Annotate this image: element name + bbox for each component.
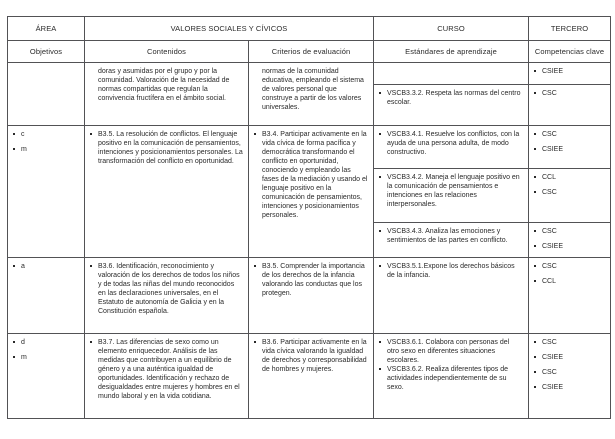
table-row	[8, 334, 611, 419]
competencia-item: CSC	[533, 89, 605, 98]
contenido-text: B3.5. La resolución de conflictos. El lenguaje positivo en la comunicación de pensamientos, intenciones y posicionamientos personales. La transformación del conflicto en oportunidad.	[89, 130, 243, 166]
header-estandares: Estándares de aprendizaje	[374, 41, 529, 63]
competencias-list	[533, 227, 605, 251]
cell-competencias	[529, 85, 611, 126]
header-row-columns	[8, 41, 611, 63]
cell-estandar	[374, 169, 529, 223]
cell-competencias	[529, 258, 611, 334]
objetivos-list	[12, 338, 79, 362]
cell-estandar	[374, 63, 529, 85]
header-subject: VALORES SOCIALES Y CÍVICOS	[85, 17, 374, 41]
estandar-item: VSCB3.4.3. Analiza las emociones y sentimientos de las partes en conflicto.	[378, 227, 523, 245]
competencias-list	[533, 262, 605, 286]
competencias-list	[533, 89, 605, 98]
estandar-item: VSCB3.4.2. Maneja el lenguaje positivo en la comunicación de pensamientos e intenciones en las relaciones interpersonales.	[378, 173, 523, 209]
table-row	[8, 258, 611, 334]
header-competencias: Competencias clave	[529, 41, 611, 63]
criterio-text: B3.4. Participar activamente en la vida cívica de forma pacífica y democrática transformando el conflicto en oportunidad, conociendo y empleando las fases de la mediación y usando el lenguaje positivo en la comunicación de pensamientos, intenciones y posicionamientos personales.	[253, 130, 368, 220]
contenido-text: B3.6. Identificación, reconocimiento y valoración de los derechos de todos los niños y de todas las niñas del mundo reconocidos en las declaraciones universales, en el Estatuto de autonomía de Galicia y en la Constitución española.	[89, 262, 243, 316]
curriculum-table	[7, 16, 611, 419]
competencia-item: CSC	[533, 130, 605, 139]
competencia-item: CCL	[533, 277, 605, 286]
cell-contenidos	[85, 63, 249, 126]
header-curso: CURSO	[374, 17, 529, 41]
estandares-list	[378, 338, 523, 392]
cell-objetivos	[8, 126, 85, 258]
cell-criterios	[249, 258, 374, 334]
estandar-item: VSCB3.6.2. Realiza diferentes tipos de actividades independientemente de su sexo.	[378, 365, 523, 392]
objetivo-item: m	[12, 145, 79, 154]
objetivo-item: c	[12, 130, 79, 139]
cell-competencias	[529, 334, 611, 419]
cell-competencias	[529, 169, 611, 223]
cell-estandar	[374, 334, 529, 419]
cell-competencias	[529, 223, 611, 258]
estandar-item: VSCB3.5.1.Expone los derechos básicos de la infancia.	[378, 262, 523, 280]
competencias-list	[533, 67, 605, 76]
cell-criterios	[249, 126, 374, 258]
cell-contenidos	[85, 126, 249, 258]
competencia-item: CSC	[533, 188, 605, 197]
cell-estandar	[374, 258, 529, 334]
competencias-list	[533, 130, 605, 154]
cell-estandar	[374, 223, 529, 258]
competencias-list	[533, 173, 605, 197]
objetivo-item: d	[12, 338, 79, 347]
competencia-item: CSIEE	[533, 353, 605, 362]
cell-estandar	[374, 126, 529, 169]
table-row	[8, 63, 611, 85]
competencia-item: CSIEE	[533, 242, 605, 251]
criterio-text: B3.6. Participar activamente en la vida cívica valorando la igualdad de derechos y corresponsabilidad de hombres y mujeres.	[253, 338, 368, 374]
contenido-text: doras y asumidas por el grupo y por la comunidad. Valoración de la necesidad de normas compartidas que regulan la convivencia fructífera en el ámbito social.	[98, 68, 230, 102]
header-row-area	[8, 17, 611, 41]
criterio-text: normas de la comunidad educativa, empleando el sistema de valores personal que construye a partir de los valores universales.	[262, 68, 364, 111]
estandar-item: VSCB3.6.1. Colabora con personas del otro sexo en diferentes situaciones escolares.	[378, 338, 523, 365]
estandares-list	[378, 262, 523, 280]
header-area: ÁREA	[8, 17, 85, 41]
cell-estandar	[374, 85, 529, 126]
competencias-list	[533, 338, 605, 392]
estandar-item: VSCB3.3.2. Respeta las normas del centro escolar.	[378, 89, 523, 107]
header-objetivos: Objetivos	[8, 41, 85, 63]
curriculum-table-container	[7, 16, 611, 419]
table-row	[8, 126, 611, 169]
objetivos-list	[12, 262, 79, 271]
cell-objetivos	[8, 334, 85, 419]
cell-criterios	[249, 63, 374, 126]
competencia-item: CSC	[533, 338, 605, 347]
header-criterios: Criterios de evaluación	[249, 41, 374, 63]
contenido-text: B3.7. Las diferencias de sexo como un elemento enriquecedor. Análisis de las medidas que contribuyen a un equilibrio de género y a una auténtica igualdad de oportunidades. Identificación y rechazo de desigualdades entre mujeres y hombres en el mundo laboral y en la vida cotidiana.	[89, 338, 243, 401]
cell-criterios	[249, 334, 374, 419]
cell-contenidos	[85, 334, 249, 419]
competencia-item: CSIEE	[533, 383, 605, 392]
competencia-item: CSC	[533, 227, 605, 236]
cell-objetivos	[8, 63, 85, 126]
criterio-text: B3.5. Comprender la importancia de los derechos de la infancia valorando las conductas que los protegen.	[253, 262, 368, 298]
competencia-item: CCL	[533, 173, 605, 182]
competencia-item: CSIEE	[533, 67, 605, 76]
objetivo-item: m	[12, 353, 79, 362]
estandar-item: VSCB3.4.1. Resuelve los conflictos, con la ayuda de una persona adulta, de modo constructivo.	[378, 130, 523, 157]
competencia-item: CSC	[533, 262, 605, 271]
cell-competencias	[529, 63, 611, 85]
cell-objetivos	[8, 258, 85, 334]
objetivo-item: a	[12, 262, 79, 271]
header-contenidos: Contenidos	[85, 41, 249, 63]
objetivos-list	[12, 130, 79, 154]
cell-contenidos	[85, 258, 249, 334]
header-nivel: TERCERO	[529, 17, 611, 41]
competencia-item: CSIEE	[533, 145, 605, 154]
cell-competencias	[529, 126, 611, 169]
competencia-item: CSC	[533, 368, 605, 377]
